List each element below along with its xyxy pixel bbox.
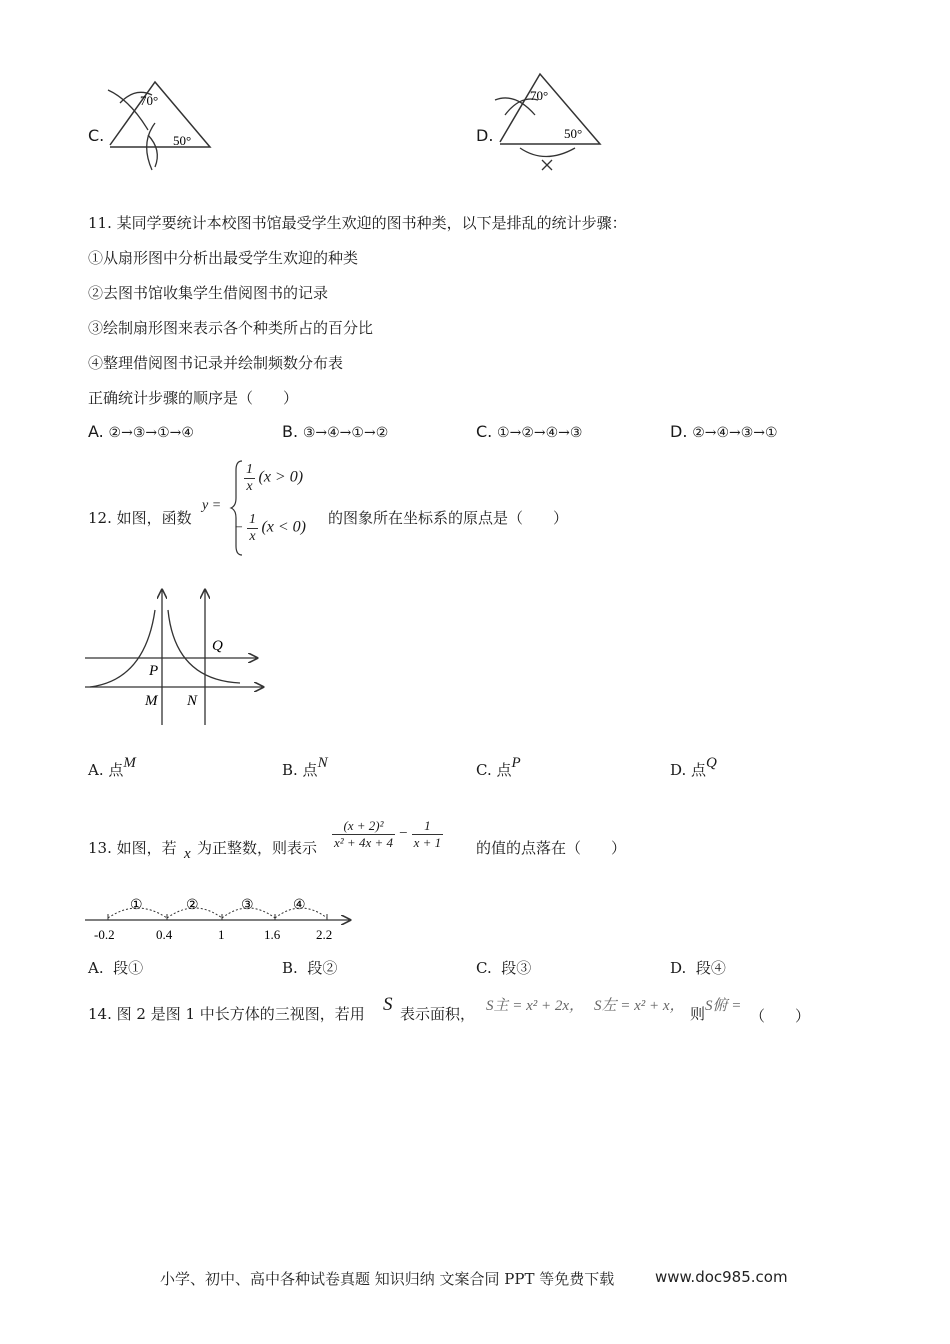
q13-option-b-label: B. <box>282 959 298 977</box>
q13-stem-mid: 为正整数，则表示 <box>197 839 318 857</box>
q14-s-main: S主 = x² + 2x， <box>486 998 585 1014</box>
q12-option-d[interactable] <box>670 755 717 781</box>
q13-option-b[interactable] <box>282 958 337 978</box>
q10-option-d-figure <box>490 70 610 175</box>
q12-stem-after: 的图象所在坐标系的原点是（ ） <box>328 509 569 527</box>
q12-label-n: N <box>187 693 198 709</box>
q13-option-d-label: D. <box>670 959 687 977</box>
q10-c-angle-right: 50° <box>173 133 192 148</box>
q12-label-m: M <box>145 693 158 709</box>
q13-option-d[interactable] <box>670 958 726 978</box>
q12-case2-sign: − <box>234 520 244 536</box>
q13-segment-2: ② <box>186 898 199 913</box>
q12-stem-before: 12. 如图，函数 <box>88 509 192 527</box>
q10-option-c-label[interactable]: C. <box>88 126 105 145</box>
q11-ask: 正确统计步骤的顺序是（ ） <box>88 389 299 407</box>
q11-option-d[interactable] <box>670 422 778 443</box>
q13-option-c-text: 段③ <box>501 959 532 977</box>
q12-option-a[interactable] <box>88 755 136 781</box>
q11-option-a-text: ②→③→①→④ <box>108 425 194 441</box>
q13-option-c-label: C. <box>476 959 492 977</box>
q12-case2-num: 1 <box>248 512 256 527</box>
q12-option-a-label: A. 点 <box>88 761 124 779</box>
q12-case1-den: x <box>246 479 253 494</box>
q13-segment-4: ④ <box>293 898 306 913</box>
q13-tick-4: 1.6 <box>264 927 281 942</box>
q11-option-b[interactable] <box>282 422 388 443</box>
q13-number-line <box>85 890 360 945</box>
footer-site-link[interactable]: www.doc985.com <box>655 1268 788 1286</box>
q12-option-c[interactable] <box>476 755 521 781</box>
q11-option-c-label: C. <box>476 422 493 441</box>
q12-case1-cond: (x > 0) <box>258 468 304 486</box>
q11-step-3: ③绘制扇形图来表示各个种类所占的百分比 <box>88 319 374 337</box>
q12-case-1 <box>244 462 303 495</box>
q13-frac1-num: (x + 2)² <box>332 818 395 835</box>
q11-option-b-label: B. <box>282 422 299 441</box>
q14-stem: 14. 图 2 是图 1 中长方体的三视图，若用 <box>88 1005 365 1023</box>
q14-then: 则 <box>690 1005 706 1023</box>
q12-option-c-label: C. 点 <box>476 761 512 779</box>
q12-option-b-label: B. 点 <box>282 761 318 779</box>
q14-s: S <box>383 994 393 1015</box>
q12-case1-num: 1 <box>246 462 253 477</box>
q11-option-c[interactable] <box>476 422 582 443</box>
q13-stem-after: 的值的点落在（ ） <box>476 839 627 857</box>
q11-step-2: ②去图书馆收集学生借阅图书的记录 <box>88 284 329 302</box>
q12-option-d-point: Q <box>706 755 717 771</box>
q10-option-d-label[interactable]: D. <box>476 126 494 145</box>
q12-option-b-point: N <box>317 755 328 771</box>
q11-option-c-text: ①→②→④→③ <box>497 425 583 441</box>
q11-step-4: ④整理借阅图书记录并绘制频数分布表 <box>88 354 344 372</box>
q12-label-p: P <box>149 663 159 679</box>
q12-case2-cond: (x < 0) <box>261 518 307 536</box>
q13-option-b-text: 段② <box>307 959 338 977</box>
q13-frac2-den: x + 1 <box>413 835 442 850</box>
q11-option-d-text: ②→④→③→① <box>692 425 778 441</box>
q13-option-a[interactable] <box>88 958 143 978</box>
q10-d-angle-right: 50° <box>564 126 583 141</box>
q10-option-c-figure <box>100 75 220 175</box>
q10-c-angle-top: 70° <box>140 93 159 108</box>
q13-segment-3: ③ <box>241 898 254 913</box>
q13-var: x <box>184 846 191 862</box>
q11-option-b-text: ③→④→①→② <box>302 425 389 441</box>
q13-tick-3: 1 <box>218 927 225 942</box>
footer-text: 小学、初中、高中各种试卷真题 知识归纳 文案合同 PPT 等免费下载 <box>160 1270 615 1288</box>
q14-paren: （ ） <box>750 1007 811 1025</box>
q14-s-left: S左 = x² + x， <box>594 998 685 1014</box>
q13-option-a-text: 段① <box>113 959 144 977</box>
q10-d-angle-top: 70° <box>530 88 549 103</box>
q13-stem-before: 13. 如图，若 <box>88 839 177 857</box>
q11-step-1: ①从扇形图中分析出最受学生欢迎的种类 <box>88 249 359 267</box>
q13-tick-2: 0.4 <box>156 927 173 942</box>
q13-tick-1: -0.2 <box>94 927 115 942</box>
q13-frac2-num: 1 <box>412 818 444 835</box>
q14-stem-2: 表示面积， <box>400 1005 476 1023</box>
q13-segment-1: ① <box>130 898 143 913</box>
q12-y-eq: y = <box>202 498 222 513</box>
q12-option-d-label: D. 点 <box>670 761 707 779</box>
q11-option-a-label: A. <box>88 422 104 441</box>
q11-stem: 11. 某同学要统计本校图书馆最受学生欢迎的图书种类，以下是排乱的统计步骤： <box>88 214 627 232</box>
q12-case-2 <box>234 512 306 545</box>
q11-option-d-label: D. <box>670 422 688 441</box>
q13-option-a-label: A. <box>88 959 104 977</box>
q12-option-a-point: M <box>123 755 136 771</box>
q11-option-a[interactable] <box>88 422 194 443</box>
q12-graph <box>85 585 270 730</box>
q14-s-top: S俯 = <box>705 998 742 1014</box>
q13-option-c[interactable] <box>476 958 531 978</box>
q13-option-d-text: 段④ <box>695 959 726 977</box>
q13-tick-5: 2.2 <box>316 927 333 942</box>
q12-option-c-point: P <box>511 755 521 771</box>
q12-case2-den: x <box>249 529 256 544</box>
q12-label-q: Q <box>212 638 223 654</box>
q13-frac1-den: x² + 4x + 4 <box>334 835 393 850</box>
q13-expression <box>332 818 443 851</box>
q12-option-b[interactable] <box>282 755 328 781</box>
q13-minus: − <box>398 825 409 842</box>
